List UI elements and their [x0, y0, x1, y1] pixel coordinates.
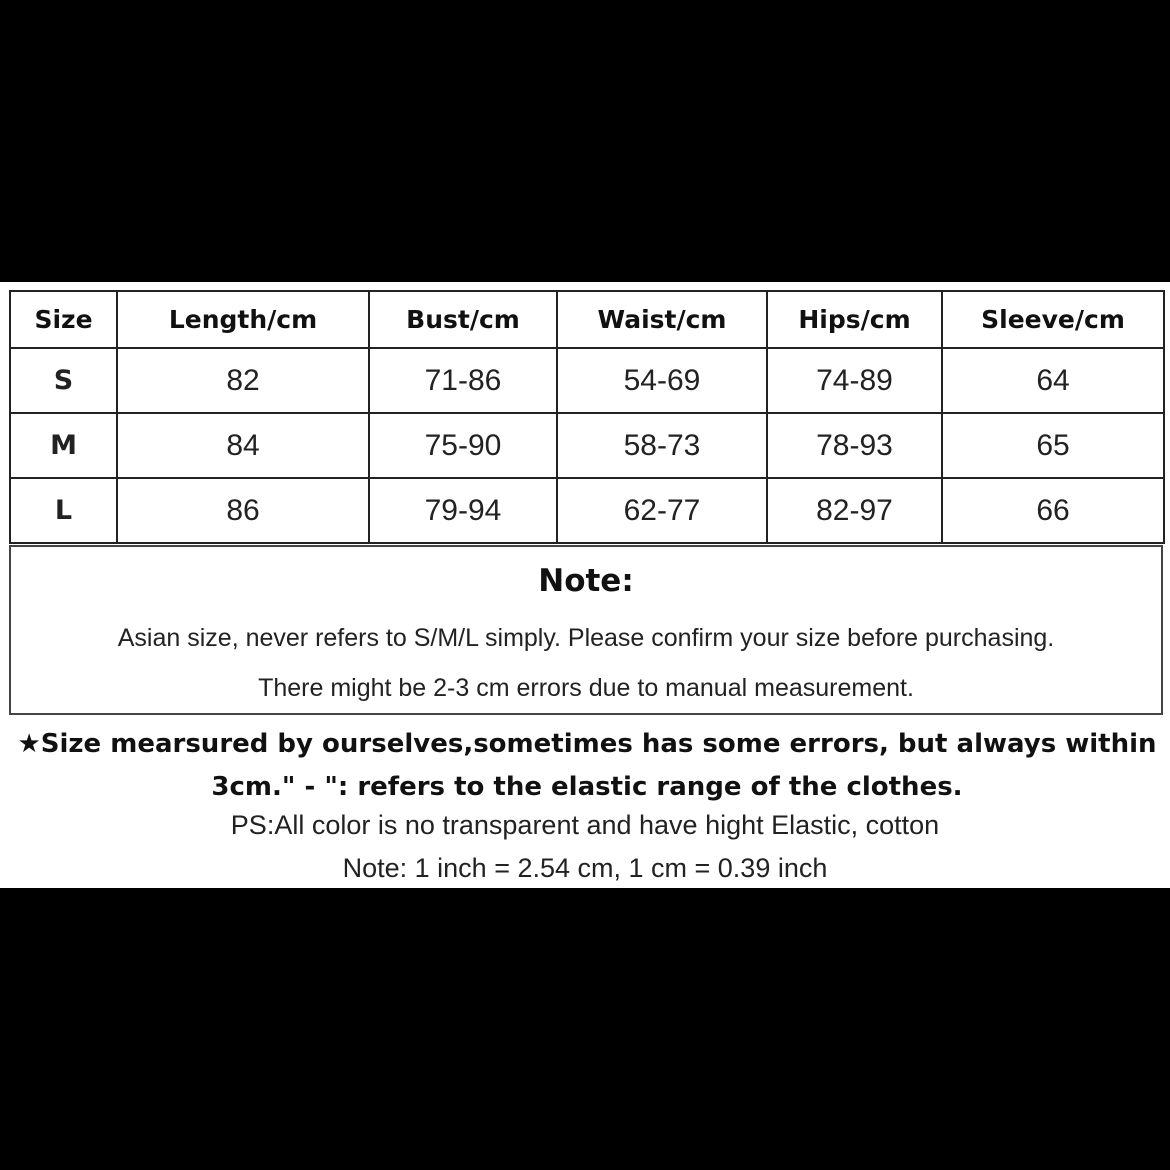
ps-note: PS:All color is no transparent and have hight Elastic, cotton	[230, 810, 940, 840]
unit-conversion-note: Note: 1 inch = 2.54 cm, 1 cm = 0.39 inch	[342, 853, 828, 883]
size-cell: L	[10, 478, 117, 543]
note-line-measurement-error: There might be 2-3 cm errors due to manual measurement.	[258, 674, 914, 702]
length-cell: 84	[117, 413, 369, 478]
star-icon: ★	[17, 729, 41, 759]
hips-cell: 82-97	[767, 478, 942, 543]
measurement-disclaimer	[12, 723, 1162, 809]
bottom-black-band	[0, 888, 1170, 1170]
size-chart-sheet	[0, 282, 1170, 888]
table-header-row	[10, 291, 1164, 348]
header-length: Length/cm	[117, 291, 369, 348]
sleeve-cell: 64	[942, 348, 1164, 413]
header-waist: Waist/cm	[557, 291, 767, 348]
table-row	[10, 348, 1164, 413]
note-title: Note:	[538, 563, 634, 599]
hips-cell: 74-89	[767, 348, 942, 413]
length-cell: 82	[117, 348, 369, 413]
length-cell: 86	[117, 478, 369, 543]
hips-cell: 78-93	[767, 413, 942, 478]
waist-cell: 54-69	[557, 348, 767, 413]
note-box	[9, 545, 1163, 715]
bust-cell: 75-90	[369, 413, 557, 478]
table-row	[10, 478, 1164, 543]
header-size: Size	[10, 291, 117, 348]
bust-cell: 79-94	[369, 478, 557, 543]
sleeve-cell: 66	[942, 478, 1164, 543]
size-cell: S	[10, 348, 117, 413]
waist-cell: 62-77	[557, 478, 767, 543]
bust-cell: 71-86	[369, 348, 557, 413]
size-cell: M	[10, 413, 117, 478]
disclaimer-text: Size mearsured by ourselves,sometimes has some errors, but always within 3cm." - ": refers to the elastic range of the clothes.	[40, 729, 1157, 802]
header-bust: Bust/cm	[369, 291, 557, 348]
note-line-asian-size: Asian size, never refers to S/M/L simply. Please confirm your size before purchasing.	[117, 624, 1055, 652]
waist-cell: 58-73	[557, 413, 767, 478]
header-sleeve: Sleeve/cm	[942, 291, 1164, 348]
table-row	[10, 413, 1164, 478]
size-table	[9, 290, 1165, 544]
top-black-band	[0, 0, 1170, 282]
sleeve-cell: 65	[942, 413, 1164, 478]
header-hips: Hips/cm	[767, 291, 942, 348]
